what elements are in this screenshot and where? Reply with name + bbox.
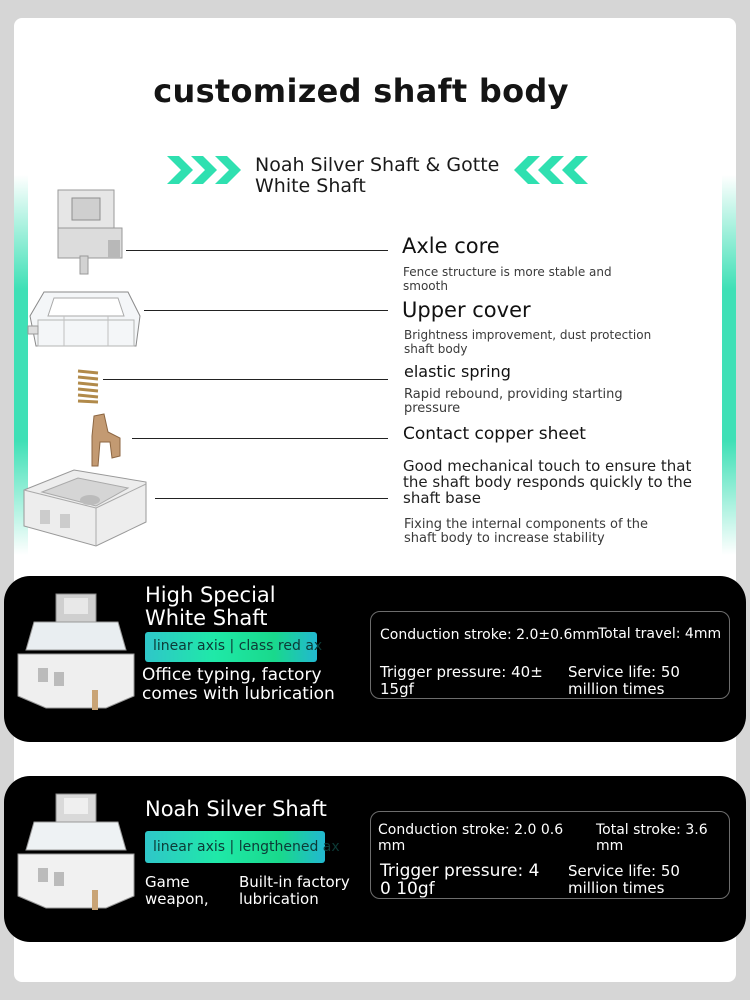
component-title-copper: Contact copper sheet [403, 424, 586, 444]
card-usage-desc: Office typing, factory comes with lubrication [142, 665, 335, 704]
spec-pressure: Trigger pressure: 40± 15gf [380, 663, 543, 698]
card-usage-desc-left: Game weapon, [145, 873, 209, 908]
switch-card-silver [4, 776, 746, 942]
component-desc-copper: Good mechanical touch to ensure that the shaft body responds quickly to the shaft base [403, 457, 693, 507]
subtitle-row [165, 152, 585, 200]
axle-core-image [52, 188, 124, 276]
spec-pressure: Trigger pressure: 4 0 10gf [380, 861, 540, 899]
card-usage-desc-right: Built-in factory lubrication [239, 873, 350, 908]
leader-line-spring [103, 379, 388, 380]
component-desc-base: Fixing the internal components of the shaft body to increase stability [404, 517, 648, 546]
component-title-axle-core: Axle core [402, 234, 500, 258]
axis-type-text: linear axis | class red ax [153, 638, 323, 654]
spec-conduction: Conduction stroke: 2.0 0.6 mm [378, 822, 564, 854]
card-title: Noah Silver Shaft [145, 797, 327, 821]
spec-life: Service life: 50 million times [568, 663, 680, 698]
axis-type-tag [145, 632, 323, 662]
upper-cover-image [24, 286, 148, 360]
page-title: customized shaft body [153, 72, 569, 110]
component-title-spring: elastic spring [404, 362, 511, 381]
component-desc-spring: Rapid rebound, providing starting pressure [404, 387, 623, 416]
silver-switch-image [14, 788, 138, 918]
double-chevron-left-icon [510, 154, 590, 186]
leader-line-cover [144, 310, 388, 311]
spec-box [370, 611, 730, 699]
leader-line-copper [132, 438, 388, 439]
white-switch-image [14, 588, 138, 718]
leader-line-axle [126, 250, 388, 251]
copper-sheet-image [86, 412, 126, 468]
axis-type-text: linear axis | lengthened ax [153, 839, 340, 855]
double-chevron-right-icon [165, 154, 245, 186]
shaft-base-image [20, 466, 150, 552]
right-accent-glow [722, 175, 736, 555]
spec-travel: Total stroke: 3.6 mm [596, 822, 708, 854]
component-desc-axle-core: Fence structure is more stable and smooth [403, 265, 612, 293]
spec-box [370, 811, 730, 899]
spec-life: Service life: 50 million times [568, 862, 680, 897]
spec-travel: Total travel: 4mm [598, 626, 722, 642]
card-title: High Special White Shaft [145, 583, 276, 630]
switch-card-white [4, 576, 746, 742]
component-title-upper-cover: Upper cover [402, 298, 531, 322]
spring-image [74, 367, 102, 405]
axis-type-tag [145, 831, 340, 863]
component-desc-upper-cover: Brightness improvement, dust protection shaft body [404, 328, 652, 356]
leader-line-base [155, 498, 388, 499]
spec-conduction: Conduction stroke: 2.0±0.6mm [380, 627, 600, 643]
subtitle-text: Noah Silver Shaft & Gotte White Shaft [255, 154, 500, 197]
